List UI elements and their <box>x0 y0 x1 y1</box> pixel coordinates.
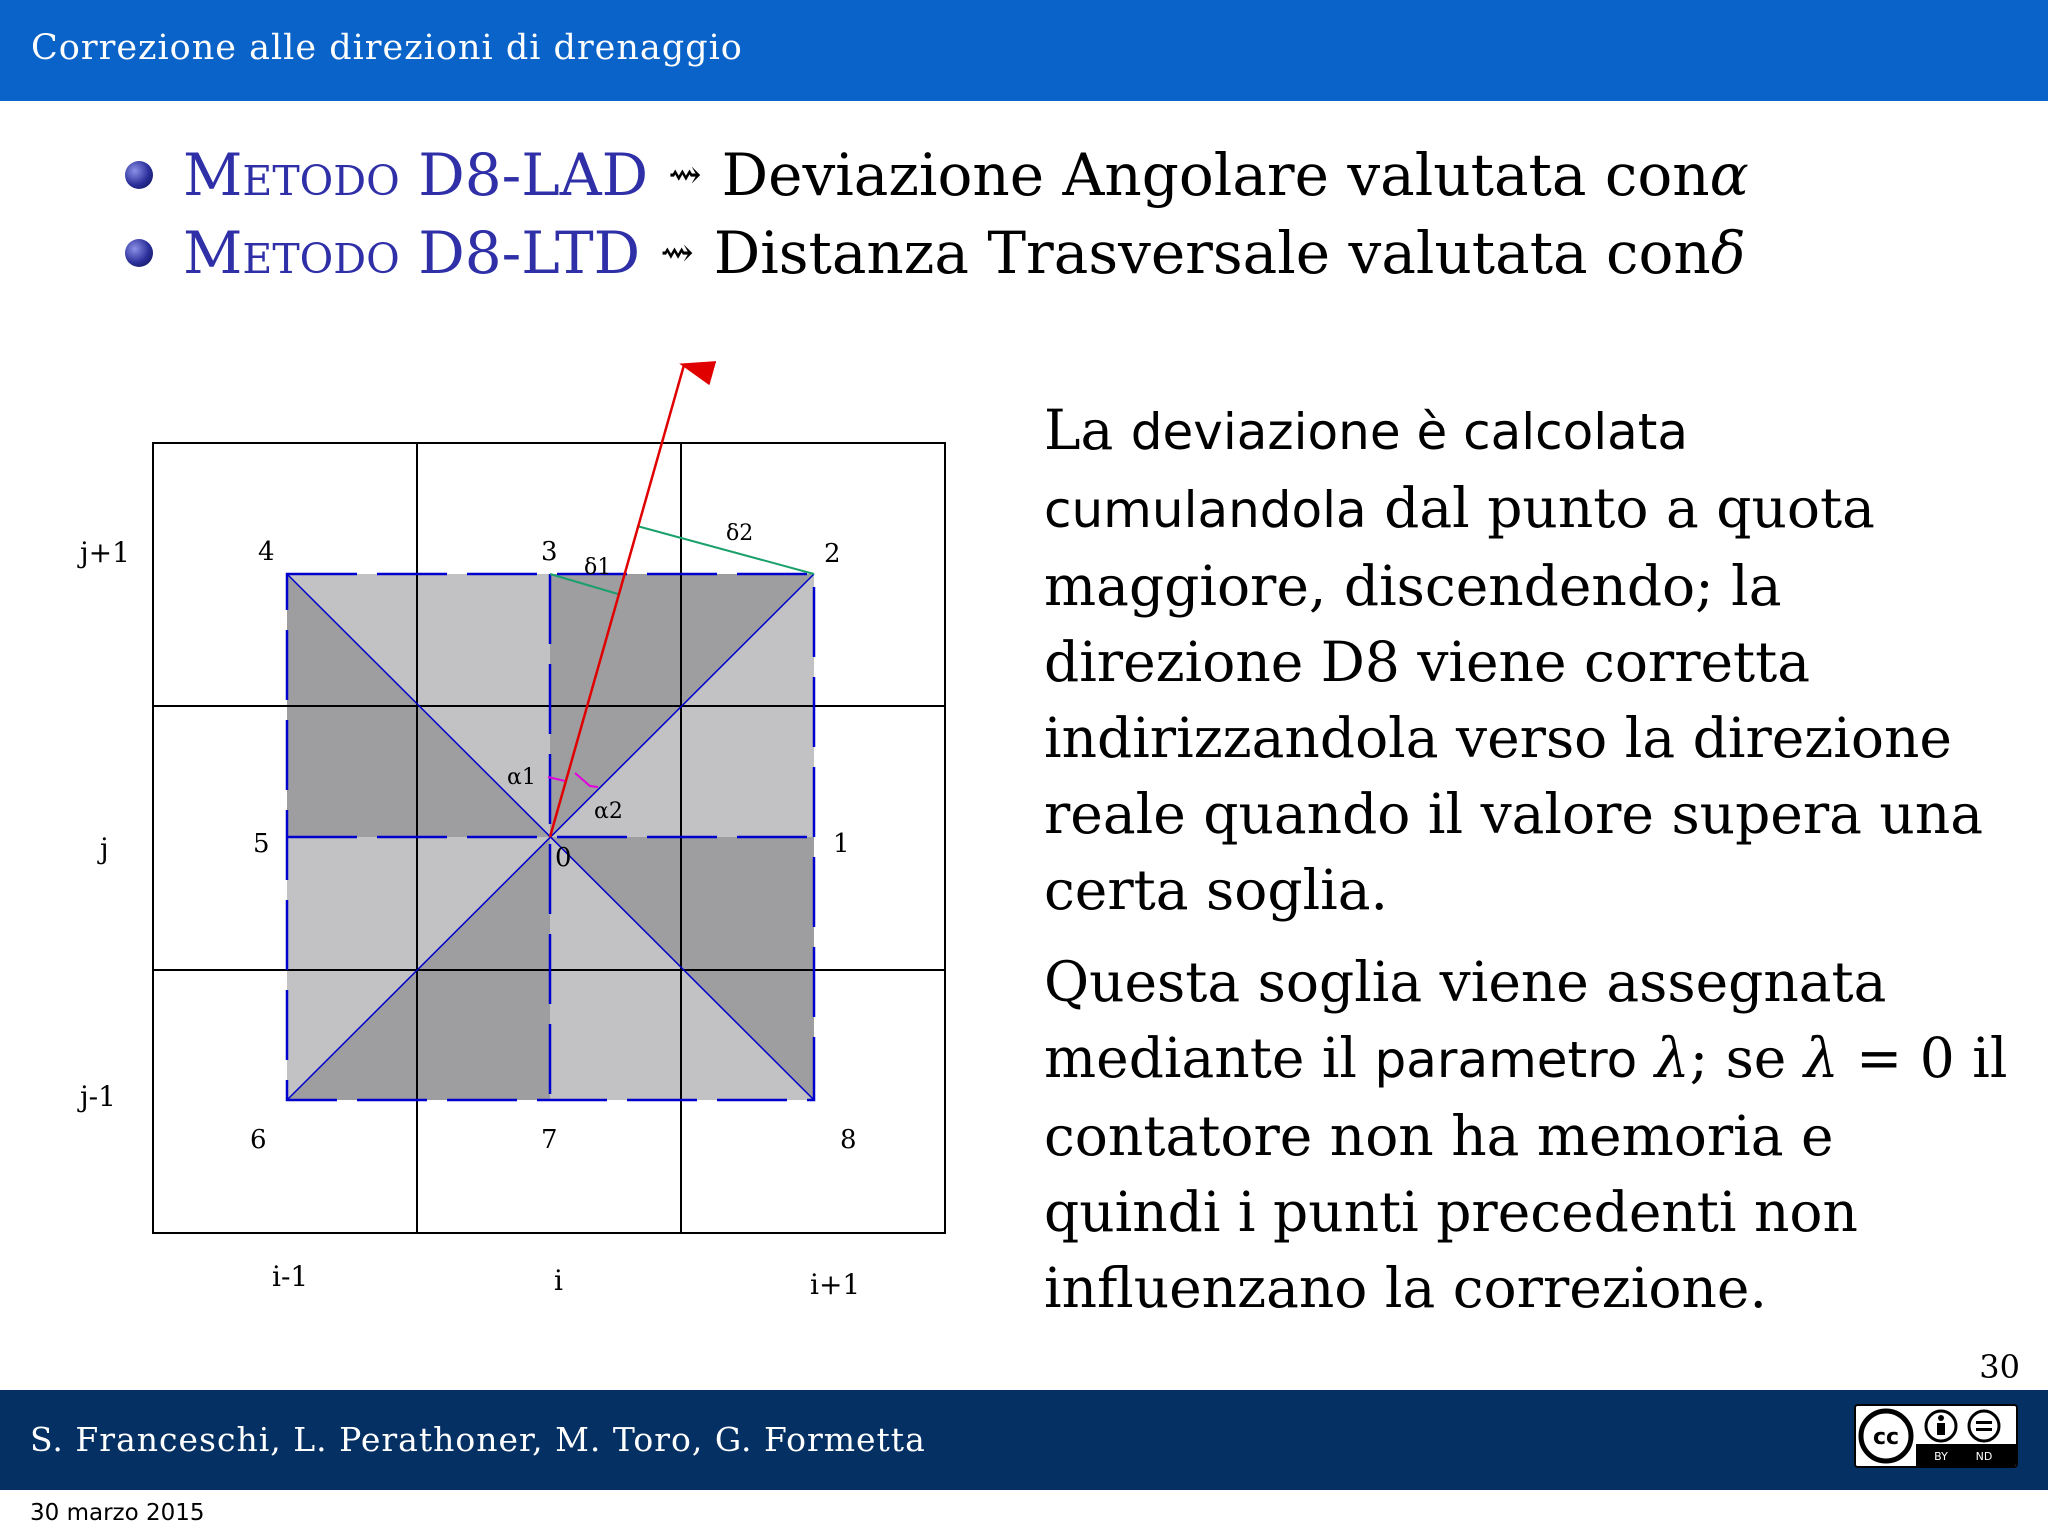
by-label: BY <box>1934 1450 1948 1463</box>
node-label-3: 3 <box>541 537 558 567</box>
paragraph-text: ; se <box>1689 1026 1804 1090</box>
row-label-j-minus-1: j-1 <box>80 1080 116 1113</box>
nd-label: ND <box>1975 1450 1993 1463</box>
paragraph-text: Questa soglia viene assegnata mediante il <box>1044 950 1887 1090</box>
squiggle-arrow-icon: ⇝ <box>668 152 702 198</box>
explanation-text <box>1044 392 2024 1342</box>
highlighted-term: parametro <box>1374 1031 1638 1089</box>
method-name: Metodo D8-LTD <box>183 219 641 287</box>
delta1-label: δ1 <box>584 555 612 580</box>
paragraph-text: La <box>1044 398 1131 462</box>
alpha1-label: α1 <box>507 765 536 790</box>
squiggle-arrow-icon: ⇝ <box>660 230 694 276</box>
date-label: 30 marzo 2015 <box>30 1500 205 1526</box>
node-label-4: 4 <box>258 537 275 567</box>
method-symbol: δ <box>1710 219 1746 287</box>
method-symbol: α <box>1709 141 1749 209</box>
bullet-item <box>125 136 1749 214</box>
svg-text:cc: cc <box>1872 1425 1900 1450</box>
row-label-j-plus-1: j+1 <box>80 536 130 569</box>
paragraph-text: = 0 il contatore non ha memoria e quindi i punti precedenti non influenzano la correzione. <box>1044 1026 2008 1320</box>
col-label-i: i <box>554 1264 563 1297</box>
bullet-list <box>125 136 1749 292</box>
alpha2-label: α2 <box>594 799 623 824</box>
header-bar <box>0 0 2048 101</box>
lambda-symbol: λ <box>1803 1026 1839 1090</box>
delta2-label: δ2 <box>726 521 754 546</box>
row-label-j: j <box>100 832 109 865</box>
cc-icon <box>1861 1411 1911 1461</box>
method-name: Metodo D8-LAD <box>183 141 649 209</box>
method-description: Deviazione Angolare valutata con <box>721 141 1710 209</box>
bullet-item <box>125 214 1749 292</box>
node-label-0: 0 <box>555 843 572 873</box>
node-label-6: 6 <box>250 1125 267 1155</box>
bullet-icon <box>125 161 153 189</box>
paragraph-deviation <box>1044 392 2024 928</box>
page-number: 30 <box>1979 1348 2020 1386</box>
node-label-1: 1 <box>833 829 850 859</box>
footer-authors: S. Franceschi, L. Perathoner, M. Toro, G. Formetta <box>30 1420 926 1459</box>
by-icon <box>1926 1411 1956 1441</box>
col-label-i-plus-1: i+1 <box>810 1268 861 1301</box>
lambda-symbol: λ <box>1637 1026 1690 1090</box>
node-label-8: 8 <box>840 1125 857 1155</box>
highlighted-term: deviazione è calcolata cumulandola <box>1044 403 1689 539</box>
slide-title: Correzione alle direzioni di drenaggio <box>31 28 743 68</box>
node-label-2: 2 <box>824 539 841 569</box>
bullet-icon <box>125 239 153 267</box>
paragraph-threshold <box>1044 944 2024 1326</box>
d8-grid-diagram <box>60 350 960 1310</box>
col-label-i-minus-1: i-1 <box>272 1260 309 1293</box>
nd-icon <box>1969 1411 1999 1441</box>
footer-bar <box>0 1390 2048 1490</box>
node-label-5: 5 <box>253 829 270 859</box>
license-badge <box>1854 1404 2018 1468</box>
paragraph-text: dal punto a quota maggiore, discendendo; la direzione D8 viene corretta indirizzandola verso la direzione reale quando il valore supera una certa soglia. <box>1044 476 1984 922</box>
method-description: Distanza Trasversale valutata con <box>713 219 1711 287</box>
node-label-7: 7 <box>541 1125 558 1155</box>
